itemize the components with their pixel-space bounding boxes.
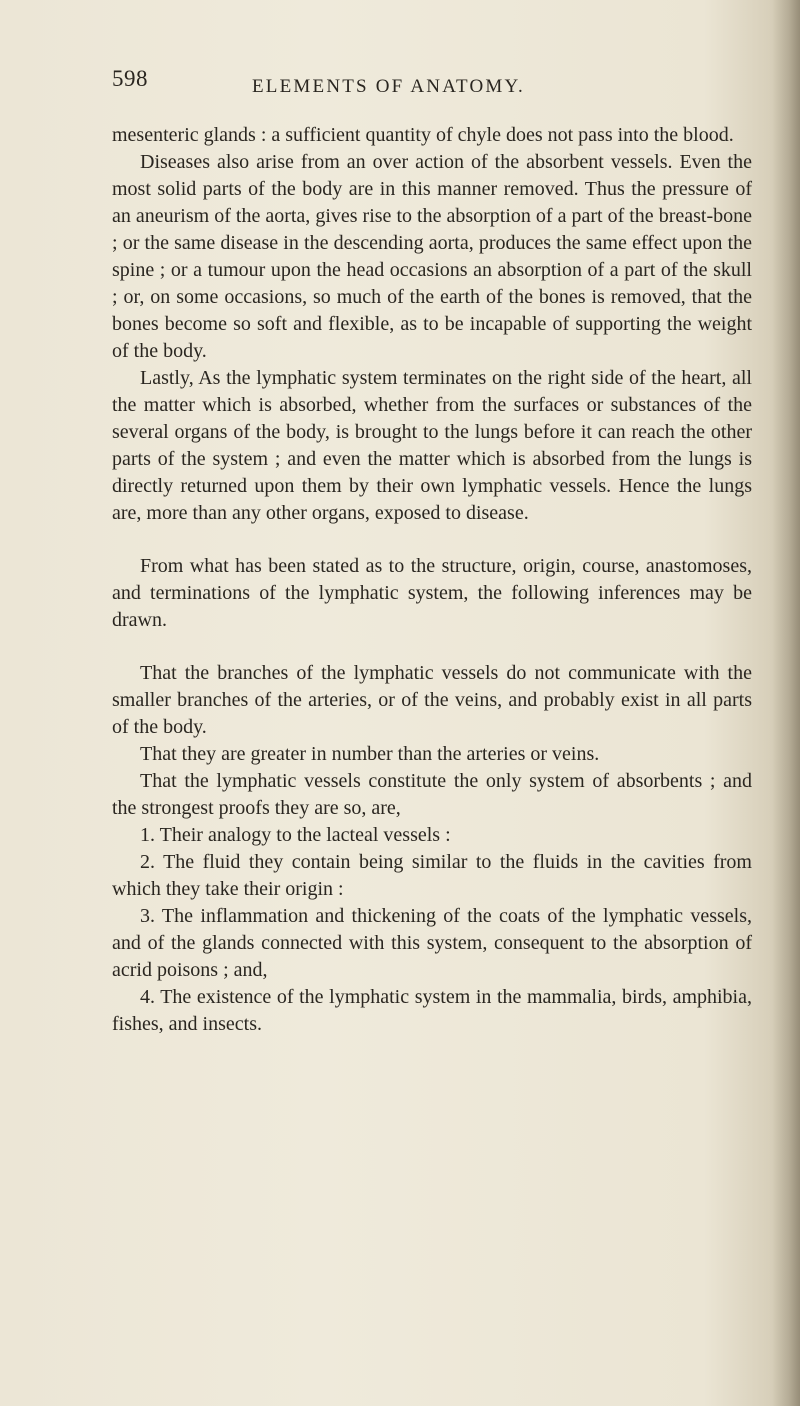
list-item-4: 4. The existence of the lymphatic system in the mammalia, birds, amphibia, fishes, and insects. [112, 986, 752, 1035]
paragraph-lastly: Lastly, As the lymphatic system terminates on the right side of the heart, all the matter which is absorbed, whether from the surfaces or substances of the several organs of the body, is brought to the lungs before it can reach the other parts of the system ; and even the matter which is absorbed from the lungs is directly returned upon them by their own lymphatic vessels. Hence the lungs are, more than any other organs, exposed to disease. [112, 367, 752, 524]
paragraph-inference-absorbents: That the lymphatic vessels constitute the only system of absorbents ; and the strongest proofs they are so, are, [112, 770, 752, 819]
paragraph-inferences-intro: From what has been stated as to the structure, origin, course, anastomoses, and terminations of the lymphatic system, the following inferences may be drawn. [112, 555, 752, 631]
paragraph-inference-branches: That the branches of the lymphatic vessels do not communicate with the smaller branches of the arteries, or of the veins, and probably exist in all parts of the body. [112, 662, 752, 738]
page-header [112, 66, 752, 106]
page-gutter-shadow [772, 0, 800, 1406]
page-number: 598 [112, 66, 148, 91]
running-title: ELEMENTS OF ANATOMY. [252, 76, 525, 97]
list-item-2: 2. The fluid they contain being similar to the fluids in the cavities from which they take their origin : [112, 851, 752, 900]
paragraph-diseases: Diseases also arise from an over action of the absorbent vessels. Even the most solid parts of the body are in this manner removed. Thus the pressure of an aneurism of the aorta, gives rise to the absorption of a part of the breast-bone ; or the same disease in the descending aorta, produces the same effect upon the spine ; or a tumour upon the head occasions an absorption of a part of the skull ; or, on some occasions, so much of the earth of the bones is removed, that the bones become so soft and flexible, as to be incapable of supporting the weight of the body. [112, 151, 752, 362]
paragraph-continuation: mesenteric glands : a sufficient quantity of chyle does not pass into the blood. [112, 124, 734, 146]
list-item-3: 3. The inflammation and thickening of the coats of the lymphatic vessels, and of the glands connected with this system, consequent to the absorption of acrid poisons ; and, [112, 905, 752, 981]
page-body [112, 122, 752, 1038]
list-item-1: 1. Their analogy to the lacteal vessels : [140, 824, 451, 846]
paragraph-inference-number: That they are greater in number than the arteries or veins. [140, 743, 600, 765]
